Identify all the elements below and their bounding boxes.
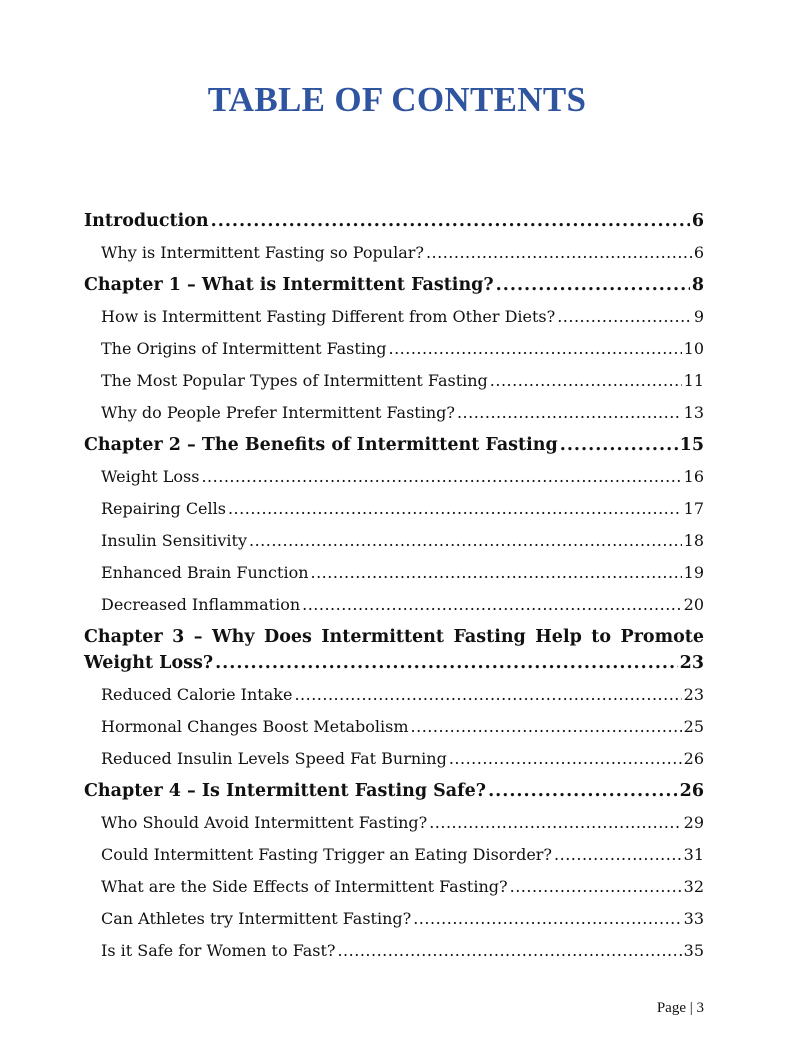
toc-entry-chapter-1[interactable] bbox=[84, 269, 704, 301]
toc-entry-section[interactable] bbox=[84, 461, 704, 493]
toc-entry-label: Repairing Cells bbox=[101, 499, 226, 518]
toc-entry-section[interactable] bbox=[84, 839, 704, 871]
toc-entry-section[interactable] bbox=[84, 557, 704, 589]
toc-entry-section[interactable] bbox=[84, 589, 704, 621]
dot-leader bbox=[488, 775, 678, 807]
toc-page-number: 31 bbox=[683, 845, 704, 864]
toc-page-number: 15 bbox=[679, 435, 704, 455]
toc-page-number: 13 bbox=[683, 403, 704, 422]
page-footer bbox=[657, 1000, 704, 1017]
toc-page-number: 23 bbox=[683, 685, 704, 704]
table-of-contents bbox=[84, 205, 704, 967]
toc-page-number: 26 bbox=[683, 749, 704, 768]
dot-leader bbox=[413, 903, 681, 935]
dot-leader bbox=[302, 589, 682, 621]
toc-entry-label: Chapter 4 – Is Intermittent Fasting Safe? bbox=[84, 781, 487, 801]
toc-entry-section[interactable] bbox=[84, 711, 704, 743]
toc-entry-label: Introduction bbox=[84, 211, 209, 231]
dot-leader bbox=[294, 679, 681, 711]
toc-page-number: 32 bbox=[683, 877, 704, 896]
dot-leader bbox=[457, 397, 682, 429]
toc-page-number: 6 bbox=[691, 211, 704, 231]
toc-page-number: 29 bbox=[683, 813, 704, 832]
toc-entry-section[interactable] bbox=[84, 679, 704, 711]
toc-entry-section[interactable] bbox=[84, 903, 704, 935]
toc-entry-label-continued: Weight Loss? bbox=[84, 653, 214, 673]
toc-page-number: 35 bbox=[683, 941, 704, 960]
toc-page-number: 18 bbox=[683, 531, 704, 550]
toc-entry-section[interactable] bbox=[84, 397, 704, 429]
toc-entry-section[interactable] bbox=[84, 935, 704, 967]
dot-leader bbox=[215, 650, 678, 676]
dot-leader bbox=[560, 429, 678, 461]
toc-entry-section[interactable] bbox=[84, 871, 704, 903]
toc-page-number: 16 bbox=[683, 467, 704, 486]
toc-page-number: 19 bbox=[683, 563, 704, 582]
toc-entry-section[interactable] bbox=[84, 365, 704, 397]
toc-entry-label: How is Intermittent Fasting Different from Other Diets? bbox=[101, 307, 556, 326]
toc-page-number: 6 bbox=[693, 243, 704, 262]
page-separator: | bbox=[689, 1000, 693, 1016]
toc-entry-introduction[interactable] bbox=[84, 205, 704, 237]
toc-entry-label: Chapter 1 – What is Intermittent Fasting? bbox=[84, 275, 494, 295]
toc-entry-chapter-2[interactable] bbox=[84, 429, 704, 461]
toc-entry-label: The Origins of Intermittent Fasting bbox=[101, 339, 387, 358]
toc-page-number: 9 bbox=[693, 307, 704, 326]
toc-entry-label: The Most Popular Types of Intermittent Fasting bbox=[101, 371, 488, 390]
toc-page-number: 25 bbox=[683, 717, 704, 736]
toc-entry-section[interactable] bbox=[84, 237, 704, 269]
dot-leader bbox=[388, 333, 681, 365]
dot-leader bbox=[228, 493, 682, 525]
page-title: TABLE OF CONTENTS bbox=[207, 80, 587, 119]
dot-leader bbox=[249, 525, 682, 557]
toc-page-number: 23 bbox=[679, 653, 704, 673]
toc-page-number: 17 bbox=[683, 499, 704, 518]
toc-entry-label: Can Athletes try Intermittent Fasting? bbox=[101, 909, 412, 928]
toc-entry-label: Hormonal Changes Boost Metabolism bbox=[101, 717, 409, 736]
dot-leader bbox=[411, 711, 682, 743]
dot-leader bbox=[496, 269, 690, 301]
dot-leader bbox=[429, 807, 681, 839]
toc-page-number: 11 bbox=[683, 371, 704, 390]
toc-entry-label: Reduced Insulin Levels Speed Fat Burning bbox=[101, 749, 447, 768]
toc-entry-section[interactable] bbox=[84, 301, 704, 333]
dot-leader bbox=[201, 461, 681, 493]
toc-entry-label: Chapter 3 – Why Does Intermittent Fasting Help to Promote bbox=[84, 627, 704, 647]
toc-page-number: 20 bbox=[683, 595, 704, 614]
dot-leader bbox=[426, 237, 692, 269]
toc-entry-label: Why do People Prefer Intermittent Fasting? bbox=[101, 403, 455, 422]
toc-entry-label: Enhanced Brain Function bbox=[101, 563, 309, 582]
dot-leader bbox=[510, 871, 682, 903]
page-label: Page bbox=[656, 1000, 686, 1016]
dot-leader bbox=[311, 557, 682, 589]
toc-entry-label: Chapter 2 – The Benefits of Intermittent Fasting bbox=[84, 435, 558, 455]
dot-leader bbox=[337, 935, 681, 967]
toc-entry-label: Could Intermittent Fasting Trigger an Eating Disorder? bbox=[101, 845, 553, 864]
toc-entry-chapter-3[interactable] bbox=[84, 621, 704, 679]
dot-leader bbox=[490, 365, 682, 397]
page-number: 3 bbox=[696, 1000, 704, 1016]
toc-entry-section[interactable] bbox=[84, 333, 704, 365]
dot-leader bbox=[557, 301, 692, 333]
toc-entry-section[interactable] bbox=[84, 493, 704, 525]
toc-page-number: 26 bbox=[679, 781, 704, 801]
toc-entry-label: Decreased Inflammation bbox=[101, 595, 301, 614]
toc-entry-section[interactable] bbox=[84, 525, 704, 557]
toc-entry-label: What are the Side Effects of Intermittent Fasting? bbox=[101, 877, 508, 896]
toc-entry-label: Is it Safe for Women to Fast? bbox=[101, 941, 336, 960]
toc-entry-section[interactable] bbox=[84, 743, 704, 775]
toc-entry-label: Who Should Avoid Intermittent Fasting? bbox=[101, 813, 428, 832]
toc-entry-section[interactable] bbox=[84, 807, 704, 839]
dot-leader bbox=[554, 839, 682, 871]
toc-entry-chapter-4[interactable] bbox=[84, 775, 704, 807]
toc-entry-label: Reduced Calorie Intake bbox=[101, 685, 293, 704]
toc-page-number: 8 bbox=[691, 275, 704, 295]
toc-page-number: 10 bbox=[683, 339, 704, 358]
toc-page-number: 33 bbox=[683, 909, 704, 928]
dot-leader bbox=[449, 743, 682, 775]
toc-entry-label: Why is Intermittent Fasting so Popular? bbox=[101, 243, 424, 262]
dot-leader bbox=[211, 205, 690, 237]
toc-entry-label: Weight Loss bbox=[101, 467, 200, 486]
toc-entry-label: Insulin Sensitivity bbox=[101, 531, 247, 550]
